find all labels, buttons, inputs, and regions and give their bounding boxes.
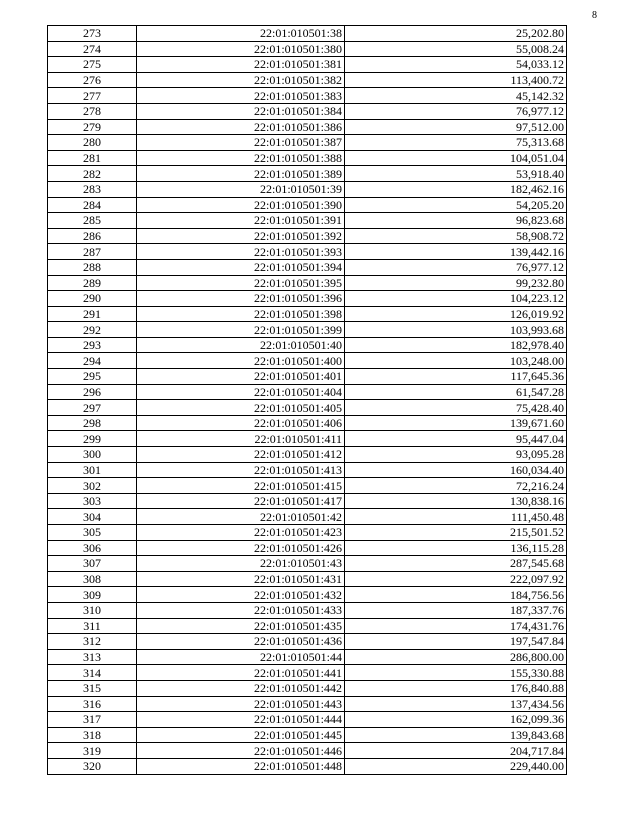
table-row bbox=[48, 244, 567, 260]
row-number-cell: 275 bbox=[48, 57, 137, 73]
row-number-cell: 273 bbox=[48, 26, 137, 42]
cadastral-value-cell: 75,428.40 bbox=[345, 400, 567, 416]
row-number-cell: 296 bbox=[48, 384, 137, 400]
row-number-cell: 278 bbox=[48, 103, 137, 119]
row-number-cell: 292 bbox=[48, 322, 137, 338]
cadastral-value-cell: 54,205.20 bbox=[345, 197, 567, 213]
cadastral-value-cell: 45,142.32 bbox=[345, 88, 567, 104]
row-number-cell: 281 bbox=[48, 150, 137, 166]
row-number-cell: 316 bbox=[48, 696, 137, 712]
cadastral-number-cell: 22:01:010501:448 bbox=[137, 758, 345, 774]
row-number-cell: 274 bbox=[48, 41, 137, 57]
row-number-cell: 295 bbox=[48, 369, 137, 385]
row-number-cell: 289 bbox=[48, 275, 137, 291]
cadastral-number-cell: 22:01:010501:400 bbox=[137, 353, 345, 369]
table-row bbox=[48, 493, 567, 509]
row-number-cell: 276 bbox=[48, 72, 137, 88]
row-number-cell: 293 bbox=[48, 337, 137, 353]
row-number-cell: 304 bbox=[48, 509, 137, 525]
table-row bbox=[48, 181, 567, 197]
cadastral-value-cell: 95,447.04 bbox=[345, 431, 567, 447]
cadastral-number-cell: 22:01:010501:423 bbox=[137, 525, 345, 541]
cadastral-value-cell: 139,671.60 bbox=[345, 415, 567, 431]
cadastral-number-cell: 22:01:010501:432 bbox=[137, 587, 345, 603]
cadastral-number-cell: 22:01:010501:39 bbox=[137, 181, 345, 197]
cadastral-value-cell: 287,545.68 bbox=[345, 556, 567, 572]
cadastral-value-cell: 55,008.24 bbox=[345, 41, 567, 57]
row-number-cell: 319 bbox=[48, 743, 137, 759]
page-number: 8 bbox=[592, 10, 597, 21]
table-row bbox=[48, 665, 567, 681]
table-row bbox=[48, 337, 567, 353]
row-number-cell: 294 bbox=[48, 353, 137, 369]
cadastral-value-cell: 117,645.36 bbox=[345, 369, 567, 385]
cadastral-number-cell: 22:01:010501:391 bbox=[137, 213, 345, 229]
table-row bbox=[48, 431, 567, 447]
cadastral-number-cell: 22:01:010501:392 bbox=[137, 228, 345, 244]
row-number-cell: 277 bbox=[48, 88, 137, 104]
cadastral-number-cell: 22:01:010501:436 bbox=[137, 634, 345, 650]
cadastral-value-table bbox=[47, 25, 567, 775]
table-row bbox=[48, 197, 567, 213]
cadastral-value-cell: 174,431.76 bbox=[345, 618, 567, 634]
cadastral-number-cell: 22:01:010501:387 bbox=[137, 135, 345, 151]
table-row bbox=[48, 135, 567, 151]
cadastral-number-cell: 22:01:010501:381 bbox=[137, 57, 345, 73]
table-body bbox=[48, 26, 567, 775]
table-row bbox=[48, 322, 567, 338]
row-number-cell: 317 bbox=[48, 712, 137, 728]
cadastral-number-cell: 22:01:010501:435 bbox=[137, 618, 345, 634]
table-row bbox=[48, 57, 567, 73]
row-number-cell: 315 bbox=[48, 680, 137, 696]
table-row bbox=[48, 228, 567, 244]
cadastral-value-cell: 53,918.40 bbox=[345, 166, 567, 182]
row-number-cell: 298 bbox=[48, 415, 137, 431]
cadastral-number-cell: 22:01:010501:40 bbox=[137, 337, 345, 353]
table-row bbox=[48, 41, 567, 57]
table-row bbox=[48, 150, 567, 166]
cadastral-value-cell: 58,908.72 bbox=[345, 228, 567, 244]
cadastral-value-cell: 104,051.04 bbox=[345, 150, 567, 166]
cadastral-number-cell: 22:01:010501:401 bbox=[137, 369, 345, 385]
cadastral-number-cell: 22:01:010501:406 bbox=[137, 415, 345, 431]
table-row bbox=[48, 540, 567, 556]
cadastral-number-cell: 22:01:010501:393 bbox=[137, 244, 345, 260]
cadastral-value-cell: 137,434.56 bbox=[345, 696, 567, 712]
cadastral-value-cell: 113,400.72 bbox=[345, 72, 567, 88]
cadastral-number-cell: 22:01:010501:441 bbox=[137, 665, 345, 681]
cadastral-value-cell: 76,977.12 bbox=[345, 259, 567, 275]
row-number-cell: 302 bbox=[48, 478, 137, 494]
row-number-cell: 291 bbox=[48, 306, 137, 322]
cadastral-number-cell: 22:01:010501:446 bbox=[137, 743, 345, 759]
row-number-cell: 318 bbox=[48, 727, 137, 743]
cadastral-value-cell: 139,442.16 bbox=[345, 244, 567, 260]
cadastral-number-cell: 22:01:010501:398 bbox=[137, 306, 345, 322]
cadastral-number-cell: 22:01:010501:383 bbox=[137, 88, 345, 104]
row-number-cell: 283 bbox=[48, 181, 137, 197]
row-number-cell: 285 bbox=[48, 213, 137, 229]
cadastral-value-cell: 176,840.88 bbox=[345, 680, 567, 696]
row-number-cell: 303 bbox=[48, 493, 137, 509]
table-row bbox=[48, 384, 567, 400]
cadastral-number-cell: 22:01:010501:38 bbox=[137, 26, 345, 42]
row-number-cell: 314 bbox=[48, 665, 137, 681]
table-row bbox=[48, 758, 567, 774]
table-row bbox=[48, 291, 567, 307]
cadastral-number-cell: 22:01:010501:433 bbox=[137, 602, 345, 618]
table-row bbox=[48, 727, 567, 743]
cadastral-value-cell: 184,756.56 bbox=[345, 587, 567, 603]
cadastral-value-cell: 75,313.68 bbox=[345, 135, 567, 151]
cadastral-number-cell: 22:01:010501:443 bbox=[137, 696, 345, 712]
row-number-cell: 312 bbox=[48, 634, 137, 650]
cadastral-value-cell: 162,099.36 bbox=[345, 712, 567, 728]
cadastral-number-cell: 22:01:010501:382 bbox=[137, 72, 345, 88]
table-row bbox=[48, 415, 567, 431]
cadastral-value-cell: 76,977.12 bbox=[345, 103, 567, 119]
cadastral-number-cell: 22:01:010501:43 bbox=[137, 556, 345, 572]
cadastral-number-cell: 22:01:010501:386 bbox=[137, 119, 345, 135]
cadastral-value-cell: 286,800.00 bbox=[345, 649, 567, 665]
cadastral-value-cell: 96,823.68 bbox=[345, 213, 567, 229]
cadastral-number-cell: 22:01:010501:426 bbox=[137, 540, 345, 556]
cadastral-number-cell: 22:01:010501:442 bbox=[137, 680, 345, 696]
table-row bbox=[48, 618, 567, 634]
table-row bbox=[48, 369, 567, 385]
row-number-cell: 284 bbox=[48, 197, 137, 213]
cadastral-number-cell: 22:01:010501:413 bbox=[137, 462, 345, 478]
cadastral-number-cell: 22:01:010501:405 bbox=[137, 400, 345, 416]
row-number-cell: 286 bbox=[48, 228, 137, 244]
cadastral-value-cell: 130,838.16 bbox=[345, 493, 567, 509]
row-number-cell: 301 bbox=[48, 462, 137, 478]
cadastral-value-cell: 93,095.28 bbox=[345, 447, 567, 463]
cadastral-value-cell: 155,330.88 bbox=[345, 665, 567, 681]
cadastral-number-cell: 22:01:010501:396 bbox=[137, 291, 345, 307]
cadastral-value-cell: 197,547.84 bbox=[345, 634, 567, 650]
cadastral-value-cell: 104,223.12 bbox=[345, 291, 567, 307]
table-row bbox=[48, 88, 567, 104]
table-row bbox=[48, 353, 567, 369]
table-row bbox=[48, 400, 567, 416]
cadastral-number-cell: 22:01:010501:411 bbox=[137, 431, 345, 447]
cadastral-value-cell: 229,440.00 bbox=[345, 758, 567, 774]
table-row bbox=[48, 72, 567, 88]
table-row bbox=[48, 259, 567, 275]
cadastral-number-cell: 22:01:010501:380 bbox=[137, 41, 345, 57]
row-number-cell: 307 bbox=[48, 556, 137, 572]
cadastral-value-cell: 182,462.16 bbox=[345, 181, 567, 197]
cadastral-value-cell: 182,978.40 bbox=[345, 337, 567, 353]
cadastral-number-cell: 22:01:010501:445 bbox=[137, 727, 345, 743]
table-row bbox=[48, 587, 567, 603]
table-row bbox=[48, 509, 567, 525]
table-row bbox=[48, 602, 567, 618]
row-number-cell: 290 bbox=[48, 291, 137, 307]
cadastral-number-cell: 22:01:010501:388 bbox=[137, 150, 345, 166]
row-number-cell: 306 bbox=[48, 540, 137, 556]
cadastral-number-cell: 22:01:010501:412 bbox=[137, 447, 345, 463]
table-row bbox=[48, 649, 567, 665]
cadastral-value-cell: 54,033.12 bbox=[345, 57, 567, 73]
table-row bbox=[48, 447, 567, 463]
cadastral-value-cell: 187,337.76 bbox=[345, 602, 567, 618]
table-row bbox=[48, 478, 567, 494]
table-row bbox=[48, 696, 567, 712]
table-row bbox=[48, 213, 567, 229]
cadastral-number-cell: 22:01:010501:431 bbox=[137, 571, 345, 587]
cadastral-number-cell: 22:01:010501:394 bbox=[137, 259, 345, 275]
cadastral-number-cell: 22:01:010501:389 bbox=[137, 166, 345, 182]
cadastral-number-cell: 22:01:010501:44 bbox=[137, 649, 345, 665]
cadastral-value-cell: 97,512.00 bbox=[345, 119, 567, 135]
row-number-cell: 309 bbox=[48, 587, 137, 603]
cadastral-value-cell: 204,717.84 bbox=[345, 743, 567, 759]
table-row bbox=[48, 743, 567, 759]
row-number-cell: 282 bbox=[48, 166, 137, 182]
row-number-cell: 297 bbox=[48, 400, 137, 416]
table-row bbox=[48, 571, 567, 587]
cadastral-value-cell: 139,843.68 bbox=[345, 727, 567, 743]
row-number-cell: 288 bbox=[48, 259, 137, 275]
table-row bbox=[48, 166, 567, 182]
cadastral-value-cell: 160,034.40 bbox=[345, 462, 567, 478]
row-number-cell: 300 bbox=[48, 447, 137, 463]
table-row bbox=[48, 556, 567, 572]
cadastral-value-cell: 103,993.68 bbox=[345, 322, 567, 338]
table-row bbox=[48, 26, 567, 42]
table-row bbox=[48, 103, 567, 119]
cadastral-value-cell: 72,216.24 bbox=[345, 478, 567, 494]
row-number-cell: 305 bbox=[48, 525, 137, 541]
cadastral-value-cell: 111,450.48 bbox=[345, 509, 567, 525]
table-row bbox=[48, 306, 567, 322]
row-number-cell: 320 bbox=[48, 758, 137, 774]
table-row bbox=[48, 119, 567, 135]
table-row bbox=[48, 275, 567, 291]
row-number-cell: 279 bbox=[48, 119, 137, 135]
cadastral-value-cell: 25,202.80 bbox=[345, 26, 567, 42]
cadastral-value-cell: 99,232.80 bbox=[345, 275, 567, 291]
cadastral-number-cell: 22:01:010501:390 bbox=[137, 197, 345, 213]
row-number-cell: 287 bbox=[48, 244, 137, 260]
cadastral-value-cell: 61,547.28 bbox=[345, 384, 567, 400]
table-row bbox=[48, 634, 567, 650]
cadastral-number-cell: 22:01:010501:415 bbox=[137, 478, 345, 494]
row-number-cell: 308 bbox=[48, 571, 137, 587]
table-row bbox=[48, 680, 567, 696]
table-row bbox=[48, 712, 567, 728]
row-number-cell: 280 bbox=[48, 135, 137, 151]
row-number-cell: 299 bbox=[48, 431, 137, 447]
cadastral-value-cell: 215,501.52 bbox=[345, 525, 567, 541]
cadastral-value-cell: 222,097.92 bbox=[345, 571, 567, 587]
row-number-cell: 310 bbox=[48, 602, 137, 618]
cadastral-number-cell: 22:01:010501:42 bbox=[137, 509, 345, 525]
cadastral-number-cell: 22:01:010501:384 bbox=[137, 103, 345, 119]
cadastral-number-cell: 22:01:010501:399 bbox=[137, 322, 345, 338]
cadastral-number-cell: 22:01:010501:444 bbox=[137, 712, 345, 728]
row-number-cell: 311 bbox=[48, 618, 137, 634]
table-row bbox=[48, 462, 567, 478]
table-row bbox=[48, 525, 567, 541]
cadastral-value-cell: 136,115.28 bbox=[345, 540, 567, 556]
cadastral-number-cell: 22:01:010501:404 bbox=[137, 384, 345, 400]
row-number-cell: 313 bbox=[48, 649, 137, 665]
cadastral-value-cell: 103,248.00 bbox=[345, 353, 567, 369]
cadastral-number-cell: 22:01:010501:395 bbox=[137, 275, 345, 291]
cadastral-value-cell: 126,019.92 bbox=[345, 306, 567, 322]
cadastral-number-cell: 22:01:010501:417 bbox=[137, 493, 345, 509]
